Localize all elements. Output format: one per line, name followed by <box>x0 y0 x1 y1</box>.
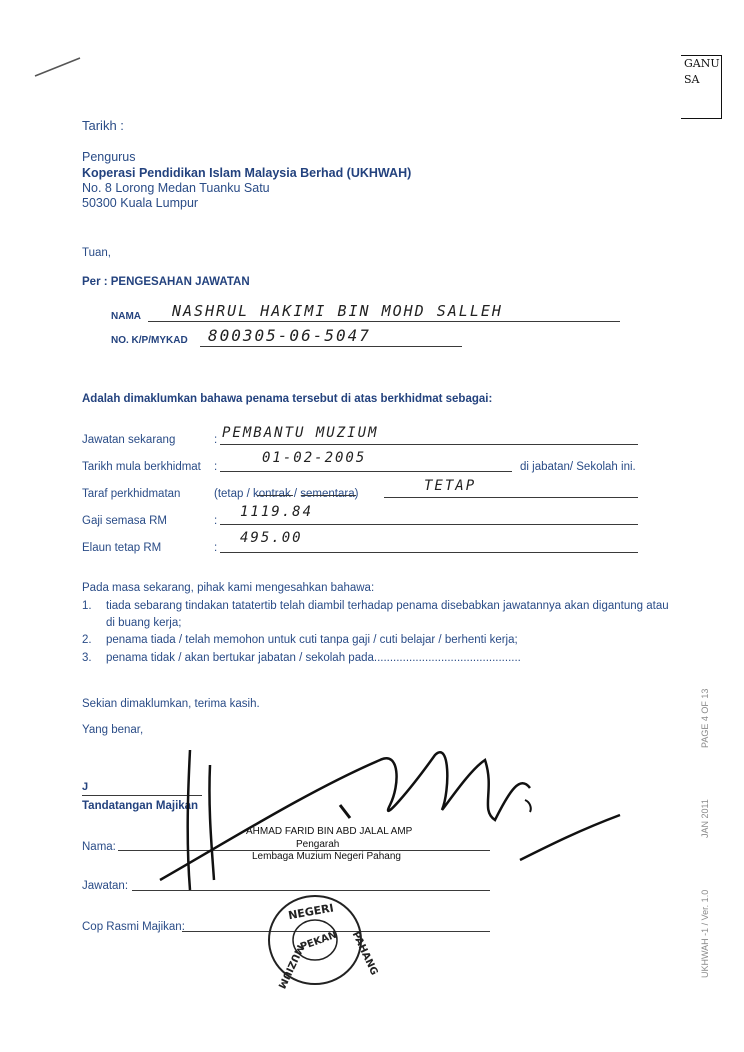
salary-colon: : <box>214 515 218 527</box>
status-strike-kontrak <box>257 495 293 496</box>
salutation: Tuan, <box>82 247 111 259</box>
allowance-value: 495.00 <box>240 530 303 546</box>
address-line2: 50300 Kuala Lumpur <box>82 196 199 210</box>
salary-value: 1119.84 <box>240 504 314 520</box>
start-label: Tarikh mula berkhidmat <box>82 461 201 473</box>
confirm-item-3-line1: penama tidak / akan bertukar jabatan / sekolah pada.............................................. <box>106 652 521 664</box>
confirm-item-2-num: 2. <box>82 634 92 646</box>
status-value: TETAP <box>424 478 477 494</box>
salary-label: Gaji semasa RM <box>82 515 167 527</box>
signer-org: Lembaga Muzium Negeri Pahang <box>252 851 401 862</box>
name-line <box>148 321 620 322</box>
start-value: 01-02-2005 <box>262 450 367 466</box>
signer-name: AHMAD FARID BIN ABD JALAL AMP <box>246 826 413 837</box>
signature-drawing <box>150 730 650 900</box>
subject-line: Per : PENGESAHAN JAWATAN <box>82 276 250 288</box>
confirm-item-1-num: 1. <box>82 600 92 612</box>
stamp-label: Cop Rasmi Majikan: <box>82 921 185 933</box>
seal-center-text: PEKAN <box>298 929 339 953</box>
start-line <box>220 471 512 472</box>
confirm-item-1-line2: di buang kerja; <box>106 617 182 629</box>
confirm-item-2-line1: penama tiada / telah memohon untuk cuti tanpa gaji / cuti belajar / berhenti kerja; <box>106 634 518 646</box>
corner-stamp <box>681 55 722 119</box>
corner-stamp-line2: SA <box>684 73 700 86</box>
salary-line <box>220 524 638 525</box>
name-label: NAMA <box>111 311 141 322</box>
side-date: JAN 2011 <box>700 799 710 838</box>
position-label: Jawatan sekarang <box>82 434 176 446</box>
signature-mark: J <box>82 781 89 793</box>
start-suffix: di jabatan/ Sekolah ini. <box>520 461 636 473</box>
closing-line2: Yang benar, <box>82 724 144 736</box>
side-version: UKHWAH -1 / Ver. 1.0 <box>700 889 710 978</box>
seal-right-text: PAHANG <box>349 929 380 978</box>
ic-value: 800305-06-5047 <box>208 326 371 345</box>
confirm-intro: Pada masa sekarang, pihak kami mengesahkan bahawa: <box>82 582 375 594</box>
official-seal <box>255 885 380 995</box>
side-page-number: PAGE 4 OF 13 <box>700 688 710 748</box>
allowance-line <box>220 552 638 553</box>
date-label: Tarikh : <box>82 118 124 133</box>
position-colon: : <box>214 434 218 446</box>
seal-left-text: MUZIUM <box>275 942 306 991</box>
ic-label: NO. K/P/MYKAD <box>111 335 188 346</box>
closing-line1: Sekian dimaklumkan, terima kasih. <box>82 698 260 710</box>
signer-title: Pengarah <box>296 839 340 850</box>
confirm-item-1-line1: tiada sebarang tindakan tatatertib telah diambil terhadap penama disebabkan jawatannya akan digantung atau <box>106 600 669 612</box>
signature-label: Tandatangan Majikan <box>82 800 199 812</box>
confirm-item-3-num: 3. <box>82 652 92 664</box>
position-value: PEMBANTU MUZIUM <box>222 425 379 441</box>
name-value: NASHRUL HAKIMI BIN MOHD SALLEH <box>172 302 503 320</box>
seal-top-text: NEGERI <box>287 901 335 923</box>
organization-name: Koperasi Pendidikan Islam Malaysia Berhad (UKHWAH) <box>82 166 412 180</box>
status-options: (tetap / kontrak / sementara) <box>214 488 359 500</box>
status-strike-sementara <box>301 495 356 496</box>
allowance-label: Elaun tetap RM <box>82 542 162 554</box>
start-colon: : <box>214 461 218 473</box>
address-line1: No. 8 Lorong Medan Tuanku Satu <box>82 181 270 195</box>
status-line <box>384 497 638 498</box>
signer-position-label: Jawatan: <box>82 880 129 892</box>
status-label: Taraf perkhidmatan <box>82 488 181 500</box>
position-line <box>220 444 638 445</box>
corner-stamp-line1: GANU <box>684 57 720 70</box>
signer-name-label: Nama: <box>82 841 116 853</box>
recipient-title: Pengurus <box>82 150 136 164</box>
scribble-mark <box>30 40 90 80</box>
intro-text: Adalah dimaklumkan bahawa penama tersebut di atas berkhidmat sebagai: <box>82 393 493 405</box>
ic-line <box>200 346 462 347</box>
allowance-colon: : <box>214 542 218 554</box>
